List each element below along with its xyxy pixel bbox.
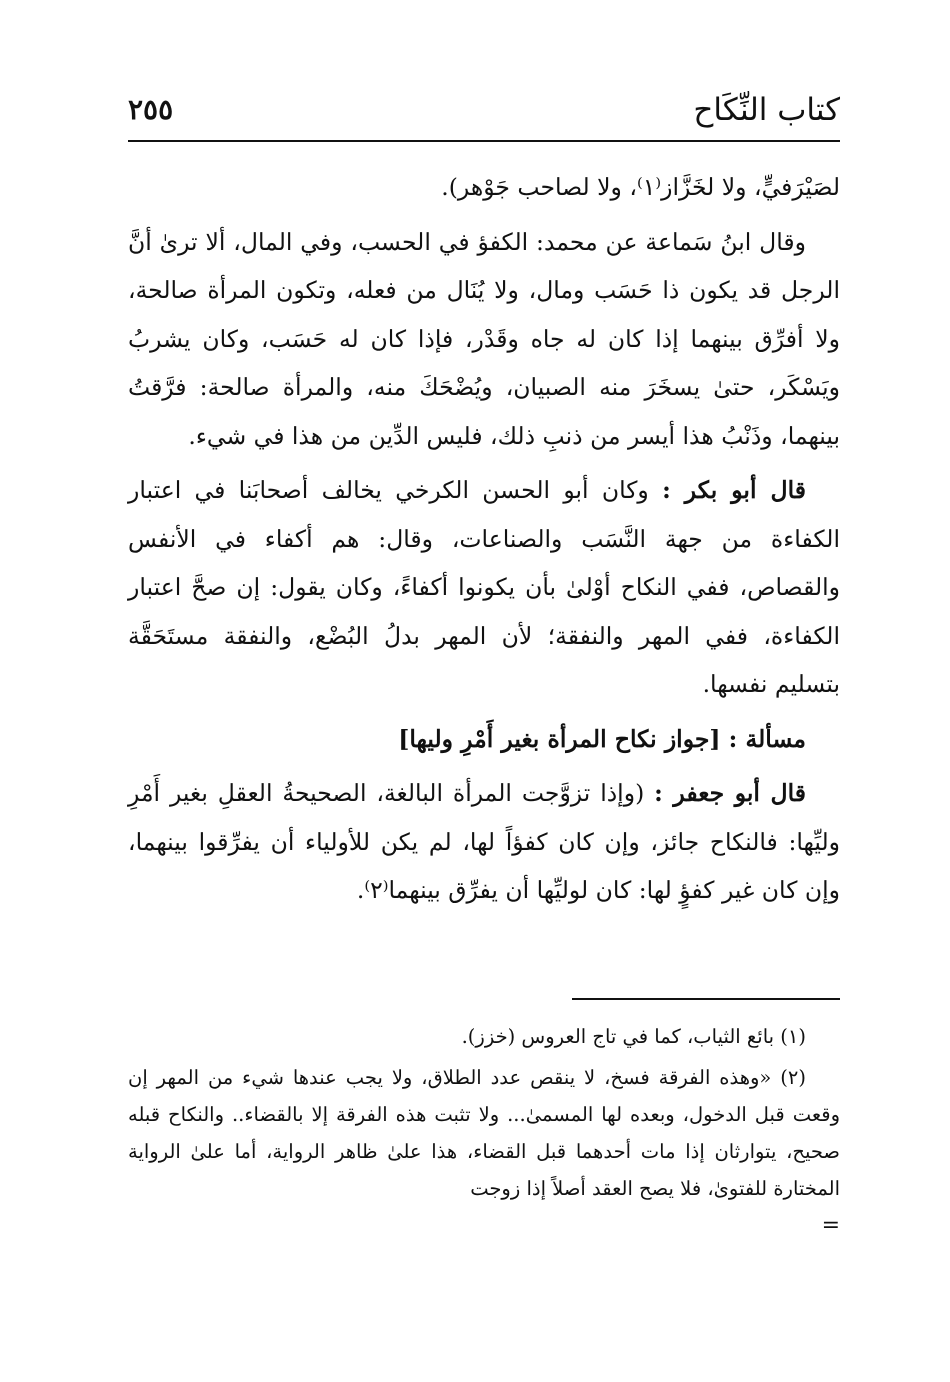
footnote-1: (١) بائع الثياب، كما في تاج العروس (خزز). [461, 1025, 806, 1048]
running-header [128, 86, 840, 140]
paragraph-4 [128, 769, 840, 915]
main-text [128, 163, 840, 915]
issue-title: [جواز نكاح المرأة بغير أَمْرِ وليها] [398, 724, 729, 753]
continuation-mark: = [821, 1213, 840, 1238]
chapter-title: كتاب النِّكَاح [693, 92, 840, 128]
paragraph-1: لصَيْرَفيٍّ، ولا لخَزَّاز⁽١⁾، ولا لصاحب جَوْهر). [441, 173, 840, 201]
paragraph-3 [128, 466, 840, 709]
footnote-rule [572, 998, 840, 1000]
page-number: ٢٥٥ [128, 93, 174, 126]
paragraph-3-text: وكان أبو الحسن الكرخي يخالف أصحابَنا في اعتبار الكفاءة من جهة النَّسَب والصناعات، وقال: هم أكفاء في الأنفس والقصاص، ففي النكاح أوْلىٰ بأن يكونوا أكفاءً، وكان يقول: إن صحَّ اعتبار الكفاءة، ففي المهر والنفقة؛ لأن المهر بدلُ البُضْع، والنفقة مستَحَقَّة بتسليم نفسها. [128, 476, 840, 698]
issue-heading [128, 715, 840, 764]
paragraph-2: وقال ابنُ سَماعة عن محمد: الكفؤ في الحسب، وفي المال، ألا ترىٰ أنَّ الرجل قد يكون ذا حَسَب ومال، ولا يُنَال من فعله، وتكون المرأة صالحة، ولا أفرِّق بينهما إذا كان له جاه وقَدْر، فإذا كان له حَسَب، وكان يشربُ ويَسْكَر، حتىٰ يسخَرَ منه الصبيان، ويُضْحَكَ منه، والمرأة صالحة: فرَّقتُ بينهما، وذَنْبُ هذا أيسر من ذنبِ ذلك، فليس الدِّين من هذا في شيء. [128, 227, 840, 450]
header-rule [128, 140, 840, 142]
paragraph-4-lead: قال أبو جعفر : [654, 779, 806, 807]
footnotes [128, 1018, 840, 1241]
paragraph-3-lead: قال أبو بكر : [662, 476, 806, 504]
issue-label: مسألة : [728, 724, 806, 753]
paragraph-4-text: (وإذا تزوَّجت المرأة البالغة، الصحيحةُ العقلِ بغير أَمْرِ وليِّها: فالنكاح جائز، وإن كان كفؤاً لها، لم يكن للأولياء أن يفرِّقوا بينهما، وإن كان غير كفؤٍ لها: كان لوليِّها أن يفرِّق بينهما⁽٢⁾. [128, 779, 840, 904]
footnote-2: (٢) «وهذه الفرقة فسخ، لا ينقص عدد الطلاق، ولا يجب عندها شيء من المهر إن وقعت قبل الدخول، وبعده لها المسمىٰ... ولا تثبت هذه الفرقة إلا بالقضاء.. والنكاح قبله صحيح، يتوارثان إذا مات أحدهما قبل القضاء، هذا علىٰ ظاهر الرواية، أما علىٰ الرواية المختارة للفتوىٰ، فلا يصح العقد أصلاً إذا زوجت [128, 1066, 840, 1200]
